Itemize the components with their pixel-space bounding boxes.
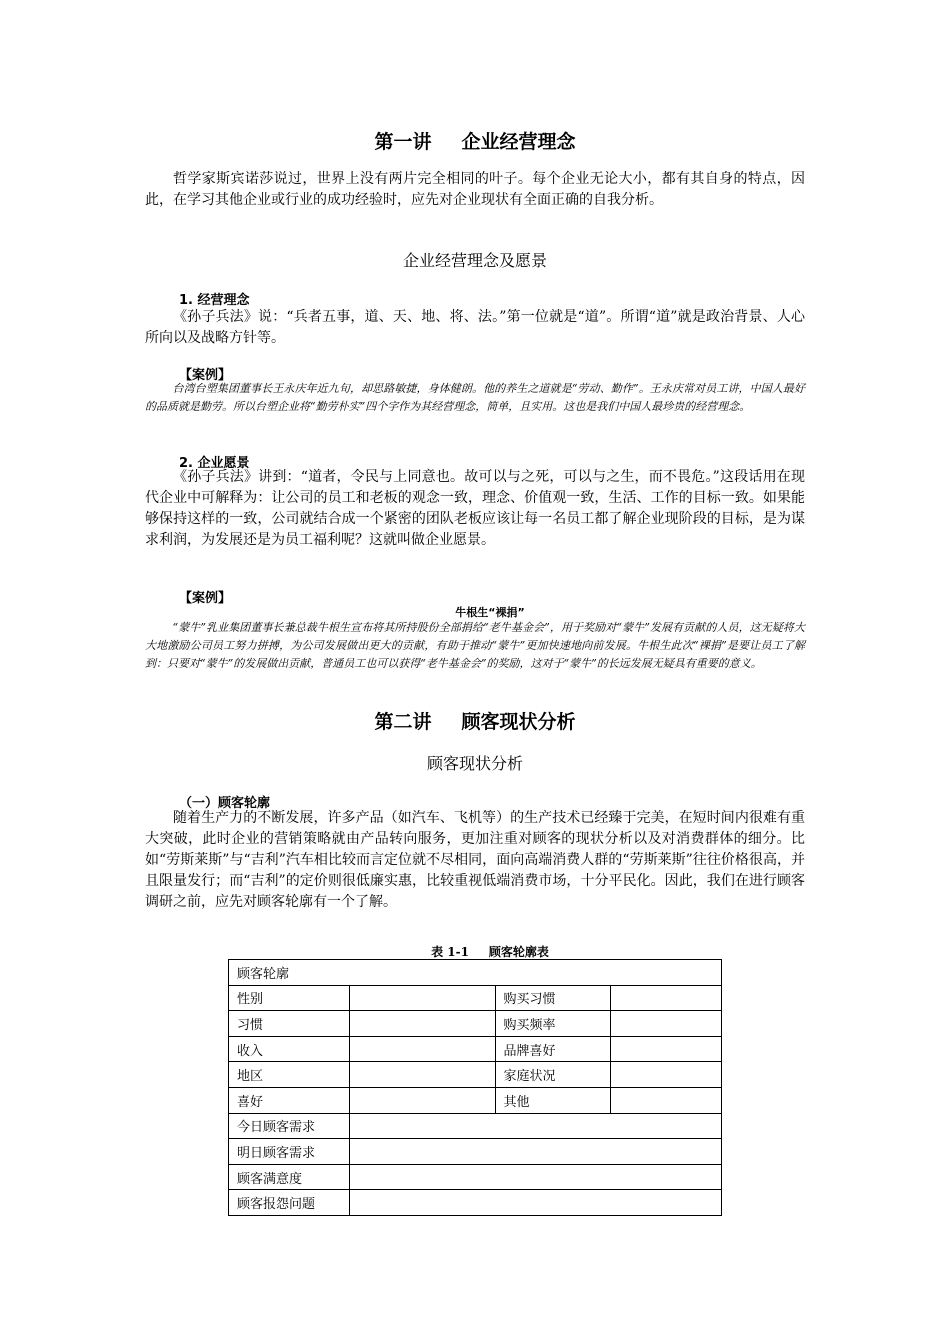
table-value-cell	[610, 1062, 721, 1088]
table-caption-title: 顾客轮廓表	[488, 945, 549, 959]
lecture2-section-title: 顾客现状分析	[426, 754, 523, 773]
lecture1-title	[145, 127, 805, 154]
table-label-cell: 家庭状况	[495, 1062, 610, 1088]
table-caption	[145, 943, 835, 960]
sub-heading-vision: 2. 企业愿景	[179, 456, 250, 471]
sub-heading-customer-profile: （一）顾客轮廓	[179, 796, 271, 811]
table-label-cell: 购买习惯	[495, 985, 610, 1011]
sub-heading-philosophy: 1. 经营理念	[179, 293, 250, 308]
case-text-2: “蒙牛”乳业集团董事长兼总裁牛根生宣布将其所持股份全部捐给“老牛基金会”，用于奖励对“蒙牛”发展有贡献的人员，这无疑将大大地激励公司员工努力拼搏，为公司发展做出更大的贡献，有助于推动“蒙牛”更加快速地向前发展。牛根生此次“裸捐”是要让员工了解到：只要对“蒙牛”的发展做出贡献，普通员工也可以获得“老牛基金会”的奖励，这对于“蒙牛”的长远发展无疑具有重要的意义。	[145, 621, 805, 670]
table-label-cell: 购买频率	[495, 1011, 610, 1037]
table-row	[229, 1087, 722, 1113]
table-row	[229, 985, 722, 1011]
table-value-cell	[610, 1087, 721, 1113]
table-label-cell: 品牌喜好	[495, 1036, 610, 1062]
table-label-cell: 今日顾客需求	[229, 1113, 350, 1139]
table-value-cell	[350, 1190, 722, 1216]
table-label-cell: 习惯	[229, 1011, 350, 1037]
table-row	[229, 1062, 722, 1088]
table-label-cell: 顾客满意度	[229, 1164, 350, 1190]
table-label-cell: 地区	[229, 1062, 350, 1088]
table-value-cell	[610, 1011, 721, 1037]
table-label-cell: 顾客报怨问题	[229, 1190, 350, 1216]
table-value-cell	[350, 1036, 495, 1062]
table-label-cell: 其他	[495, 1087, 610, 1113]
table-value-cell	[350, 1113, 722, 1139]
lecture1-heading: 企业经营理念	[461, 131, 576, 153]
lecture1-section-title: 企业经营理念及愿景	[402, 251, 547, 270]
table-label-cell: 收入	[229, 1036, 350, 1062]
table-label-cell: 性别	[229, 985, 350, 1011]
case-heading-2: 牛根生“裸捐”	[455, 606, 525, 619]
table-label-cell: 明日顾客需求	[229, 1139, 350, 1165]
philosophy-text: 《孙子兵法》说：“兵者五事，道、天、地、将、法。”第一位就是“道”。所谓“道”就是政治背景、人心所向以及战略方针等。	[145, 309, 805, 346]
case-label-1: 【案例】	[179, 368, 232, 383]
table-row	[229, 1190, 722, 1216]
table-value-cell	[350, 1164, 722, 1190]
table-value-cell	[350, 1139, 722, 1165]
table-row	[229, 960, 722, 986]
lecture2-title	[145, 707, 805, 734]
customer-profile-table	[228, 959, 722, 1216]
lecture2-heading: 顾客现状分析	[461, 711, 576, 733]
table-header-cell: 顾客轮廓	[229, 960, 722, 986]
table-row	[229, 1139, 722, 1165]
customer-profile-text: 随着生产力的不断发展，许多产品（如汽车、飞机等）的生产技术已经臻于完美，在短时间内很难有重大突破，此时企业的营销策略就由产品转向服务，更加注重对顾客的现状分析以及对消费群体的细分。比如“劳斯莱斯”与“吉利”汽车相比较而言定位就不尽相同，面向高端消费人群的“劳斯莱斯”往往价格很高，并且限量发行；而“吉利”的定价则很低廉实惠，比较重视低端消费市场，十分平民化。因此，我们在进行顾客调研之前，应先对顾客轮廓有一个了解。	[145, 810, 805, 910]
lecture1-number: 第一讲	[374, 131, 432, 153]
table-label-cell: 喜好	[229, 1087, 350, 1113]
lecture2-number: 第二讲	[374, 711, 432, 733]
table-value-cell	[350, 1062, 495, 1088]
table-value-cell	[610, 985, 721, 1011]
table-row	[229, 1113, 722, 1139]
lecture1-intro: 哲学家斯宾诺莎说过，世界上没有两片完全相同的叶子。每个企业无论大小，都有其自身的特点，因此，在学习其他企业或行业的成功经验时，应先对企业现状有全面正确的自我分析。	[145, 171, 805, 208]
vision-text: 《孙子兵法》讲到：“道者，令民与上同意也。故可以与之死，可以与之生，而不畏危。”这段话用在现代企业中可解释为：让公司的员工和老板的观念一致，理念、价值观一致，生活、工作的目标一致。如果能够保持这样的一致，公司就结合成一个紧密的团队老板应该让每一名员工都了解企业现阶段的目标，是为谋求利润，为发展还是为员工福利呢？这就叫做企业愿景。	[145, 469, 805, 548]
case-label-2: 【案例】	[179, 591, 232, 606]
table-caption-number: 表 1-1	[431, 945, 469, 959]
table-value-cell	[350, 1011, 495, 1037]
table-value-cell	[350, 985, 495, 1011]
case-text-1: 台湾台塑集团董事长王永庆年近九旬，却思路敏捷，身体健朗。他的养生之道就是“劳动、勤作”。王永庆常对员工讲，中国人最好的品质就是勤劳。所以台塑企业将“勤劳朴实”四个字作为其经营理念，简单，且实用。这也是我们中国人最珍贵的经营理念。	[145, 382, 805, 413]
table-value-cell	[350, 1087, 495, 1113]
table-row	[229, 1011, 722, 1037]
table-value-cell	[610, 1036, 721, 1062]
table-row	[229, 1036, 722, 1062]
table-row	[229, 1164, 722, 1190]
